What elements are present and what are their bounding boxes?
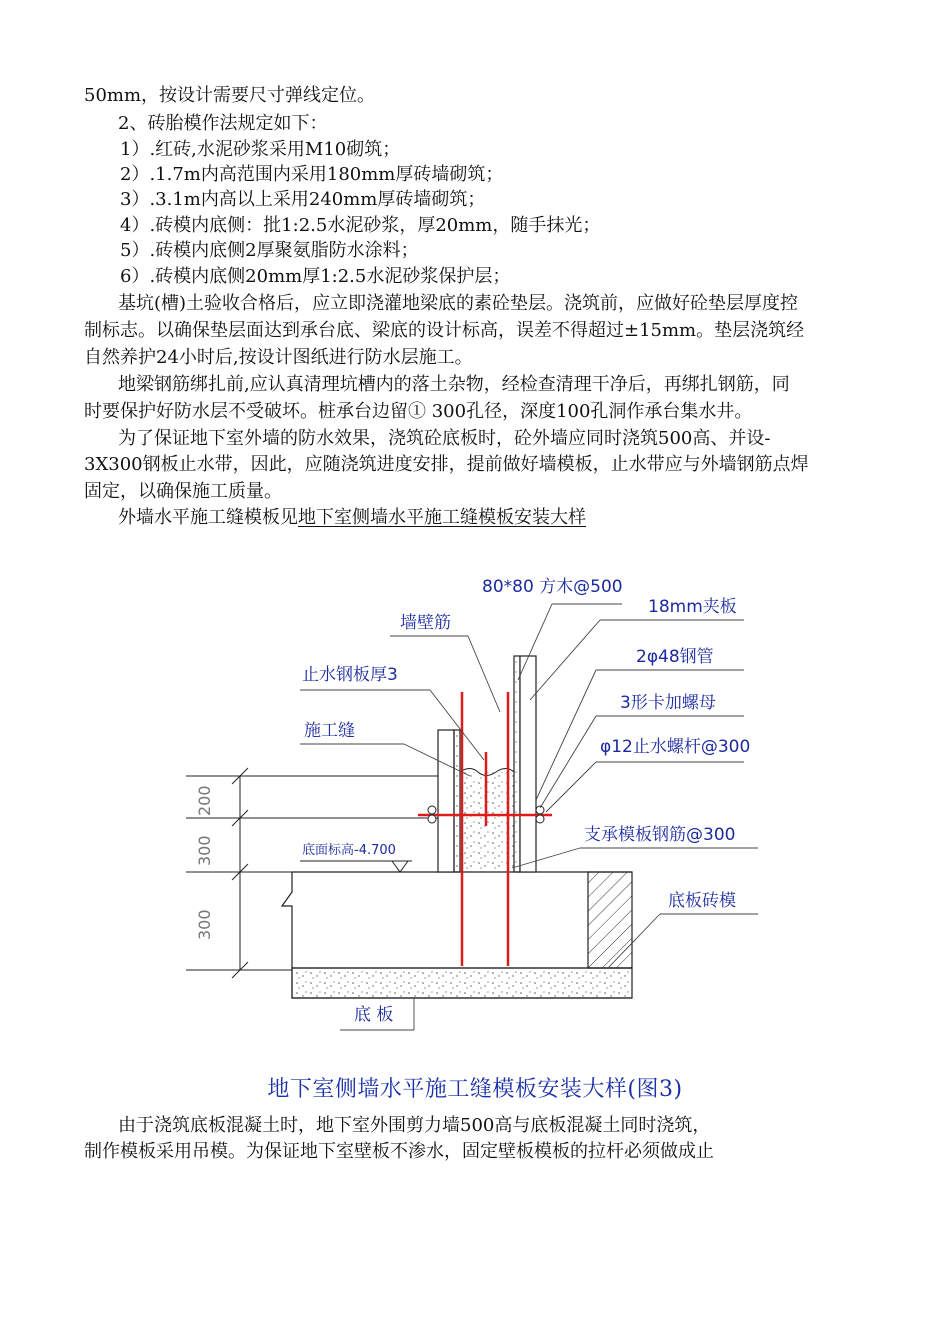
text-line: 制标志。以确保垫层面达到承台底、梁底的设计标高，误差不得超过±15mm。垫层浇筑经 [84,320,805,341]
bottom-level-label: 底面标高-4.700 [302,843,396,858]
slab-label: 底 板 [354,1005,394,1025]
text-line: 自然养护24小时后,按设计图纸进行防水层施工。 [84,347,473,368]
dimension-label: 300 [195,835,214,866]
text-line: 基坑(槽)土验收合格后，应立即浇灌地梁底的素砼垫层。浇筑前，应做好砼垫层厚度控 [118,293,799,314]
level-marker [300,861,412,872]
text-line: 3）.3.1m内高以上采用240mm厚砖墙砌筑； [120,189,486,210]
floor-slab [282,872,632,998]
right-formwork [514,656,536,872]
leader-lines-right [340,604,758,1030]
text-segment: 外墙水平施工缝模板见 [118,507,298,528]
brick-mold-label: 底板砖模 [668,891,736,911]
construction-joint-label: 施工缝 [304,721,355,741]
text-line: 制作模板采用吊模。为保证地下室壁板不渗水，固定壁板模板的拉杆必须做成止 [84,1141,714,1162]
text-line: 50mm，按设计需要尺寸弹线定位。 [84,85,376,106]
text-line: 5）.砖模内底侧2厚聚氨脂防水涂料； [120,240,419,261]
text-line: 为了保证地下室外墙的防水效果，浇筑砼底板时，砼外墙应同时浇筑500高、并设- [118,428,771,449]
text-line: 由于浇筑底板混凝土时，地下室外围剪力墙500高与底板混凝土同时浇筑， [118,1115,711,1136]
steel-pipe-label: 2φ48钢管 [636,647,714,667]
text-line: 地梁钢筋绑扎前,应认真清理坑槽内的落土杂物，经检查清理干净后，再绑扎钢筋，同 [118,374,790,395]
figure-caption: 地下室侧墙水平施工缝模板安装大样(图3) [267,1077,683,1102]
stop-bolt-label: φ12止水螺杆@300 [600,737,751,757]
text-line: 固定，以确保施工质量。 [84,481,282,502]
support-rebar-label: 支承模板钢筋@300 [584,825,736,845]
clamp-label: 3形卡加螺母 [620,693,716,713]
dimension-column [186,768,438,978]
text-line: 6）.砖模内底侧20mm厚1:2.5水泥砂浆保护层； [120,266,511,287]
text-line: 2）.1.7m内高范围内采用180mm厚砖墙砌筑； [120,164,504,185]
text-line: 1）.红砖,水泥砂浆采用M10砌筑； [120,139,401,160]
wood-label: 80*80 方木@500 [482,577,623,597]
water-stop-plate-label: 止水钢板厚3 [302,665,398,685]
leader-lines-left [300,636,500,776]
text-line: 3X300钢板止水带，因此，应随浇筑进度安排，提前做好墙模板，止水带应与外墙钢筋点焊 [84,454,809,475]
dimension-label: 200 [195,785,214,816]
wall-rebar-label: 墙壁筋 [400,613,451,633]
text-line: 4）.砖模内底侧：批1:2.5水泥砂浆，厚20mm，随手抹光； [120,215,601,236]
brick-mold [588,872,632,968]
plywood-label: 18mm夹板 [648,597,737,617]
left-formwork [438,730,460,872]
text-line: 2、砖胎模作法规定如下： [118,113,328,134]
text-line: 时要保护好防水层不受破坏。桩承台边留① 300孔径，深度100孔洞作承台集水井。 [84,401,753,422]
figure-reference-link[interactable]: 地下室侧墙水平施工缝模板安装大样 [298,507,586,528]
dimension-label: 300 [195,909,214,940]
